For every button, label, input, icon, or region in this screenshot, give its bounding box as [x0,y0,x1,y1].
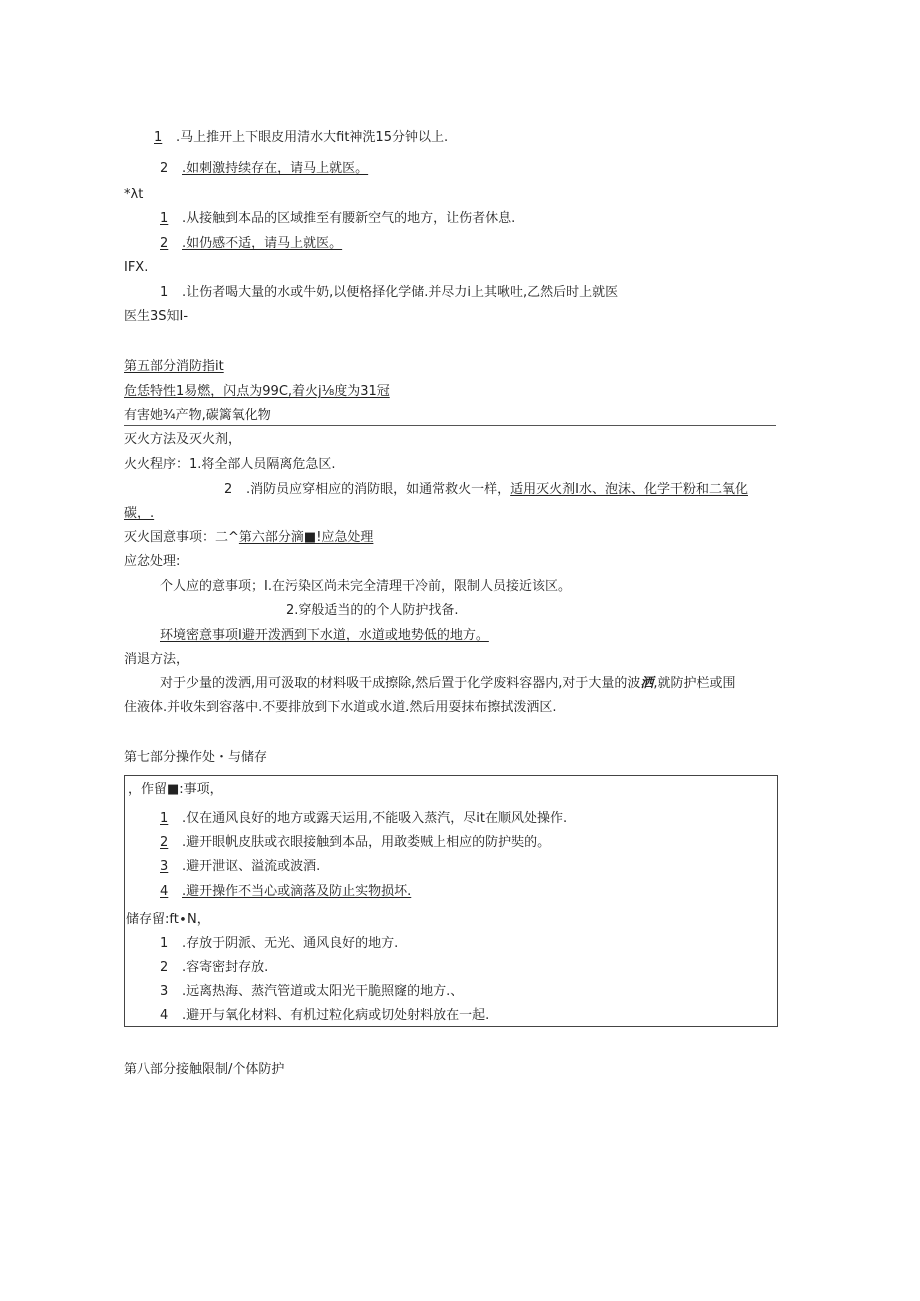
combustion-products: 有害她¾产物,碳篱氧化物 [124,408,271,423]
procedure-step-2-cont: 碳，. [124,506,155,521]
step-text: .马上推开上下眼皮用清水大fit神洗15分钟以上. [176,130,449,145]
section8-title: 第八部分接触限制/个体防护 [124,1062,285,1077]
fire-notes-line [124,529,373,547]
inhale-heading: *λt [124,187,144,202]
step-number: 3 [160,984,169,999]
storage-item [160,959,268,977]
section7-title: 第七部分操作处・与储存 [124,750,268,765]
step-text: .存放于阴派、无光、通风良好的地方. [182,936,399,951]
step-text: .避开操作不当心或滴落及防止实物损坏. [182,884,412,899]
step-number: 1 [160,811,169,826]
step-number: 1 [160,211,169,226]
step-number: 2 [160,236,169,251]
cleanup-text-end: ,就防护栏或围 [653,676,736,691]
doctor-note: 医生3S知I- [124,309,189,324]
cleanup-text: 对于少量的泼洒,用可汲取的材料吸干成擦除,然后置于化学废料容器内,对于大量的波 [160,676,641,691]
handling-item [160,810,567,828]
step-number: 2 [160,835,169,850]
storage-item [160,1007,489,1025]
step-number: 4 [160,1008,169,1023]
step-text: .消防员应穿相应的消防眼，如通常救火一样， [246,482,511,497]
step-text: .避开与氧化材料、有机过粒化病或切处射料放在一起. [182,1008,490,1023]
step-text: .让伤者喝大量的水或牛奶,以便格择化学储.并尽力i上其啾吐,乙然后时上就医 [182,285,619,300]
cleanup-line-1 [160,675,736,693]
step-number: 2 [160,960,169,975]
step-number: 1 [160,285,169,300]
step-text: .如刺激持续存在，请马上就医。 [182,161,369,176]
step-number: 4 [160,884,169,899]
step-number: 1 [160,936,169,951]
response-heading: 应忿处理: [124,554,181,569]
step-number: 2 [224,482,233,497]
procedure-step-1: 火火程序：1.将全部人员隔离危急区. [124,457,336,472]
procedure-step-2 [224,481,748,499]
divider [124,425,776,426]
fire-notes-label: 灭火国意事项：二^ [124,530,239,545]
extinguishing-agents: 适用灭火剂I水、泡沫、化学干粉和二氧化 [510,482,748,497]
ingest-step-1 [160,284,618,302]
handling-heading: ，作留■:事项， [128,782,223,797]
step-text: .避开泄讴、溢流或波酒. [182,859,321,874]
step-text: .避开眼帆皮肤或衣眼接触到本品，用敢娄贼上相应的防护奘的。 [182,835,551,850]
handling-item [160,858,320,876]
personal-precaution-1: 个人应的意事项；I.在污染区尚未完全清理干冷前，限制人员接近该区。 [160,579,571,594]
hazard-properties: 危恁特性1易燃，闪点为99C,着火j⅛度为31冠 [124,384,390,399]
step-number: 2 [160,161,169,176]
step-text: .容寄密封存放. [182,960,269,975]
personal-precaution-2: 2.穿般适当的的个人防护找备. [286,603,459,618]
section6-title: 第六部分滴■!应急处理 [238,530,374,545]
cleanup-heading: 消退方法， [124,652,190,667]
eye-step-1 [154,129,448,147]
inhale-step-1 [160,210,515,228]
step-number: 1 [154,130,163,145]
cleanup-bold-char: 洒 [640,676,654,691]
step-number: 3 [160,859,169,874]
step-text: .从接触到本品的区域推至有腰新空气的地方，让伤者休息. [182,211,516,226]
eye-step-2 [160,160,368,178]
step-text: .远离热海、蒸汽管道或太阳光干脆照窿的地方.、 [182,984,464,999]
handling-item [160,883,411,901]
cleanup-line-2: 住液体.并收朱到容落中.不要排放到下水道或水道.然后用耍抹布擦拭泼洒区. [124,700,557,715]
step-text: .如仍感不适，请马上就医。 [182,236,343,251]
section5-title: 第五部分消防指it [124,359,224,374]
environment-precaution: 环境密意事项I避开泼洒到下水道，水道或地势低的地方。 [160,628,489,643]
handling-item [160,834,550,852]
ingest-heading: IFX. [124,260,149,275]
storage-item [160,983,463,1001]
storage-item [160,935,398,953]
step-text: .仅在通风良好的地方或露天运用,不能吸入蒸汽，尽it在顺风处操作. [182,811,568,826]
inhale-step-2 [160,235,342,253]
storage-heading: 储存留:ft∙N， [126,912,210,927]
extinguish-heading: 灭火方法及灭火剂， [124,432,242,447]
